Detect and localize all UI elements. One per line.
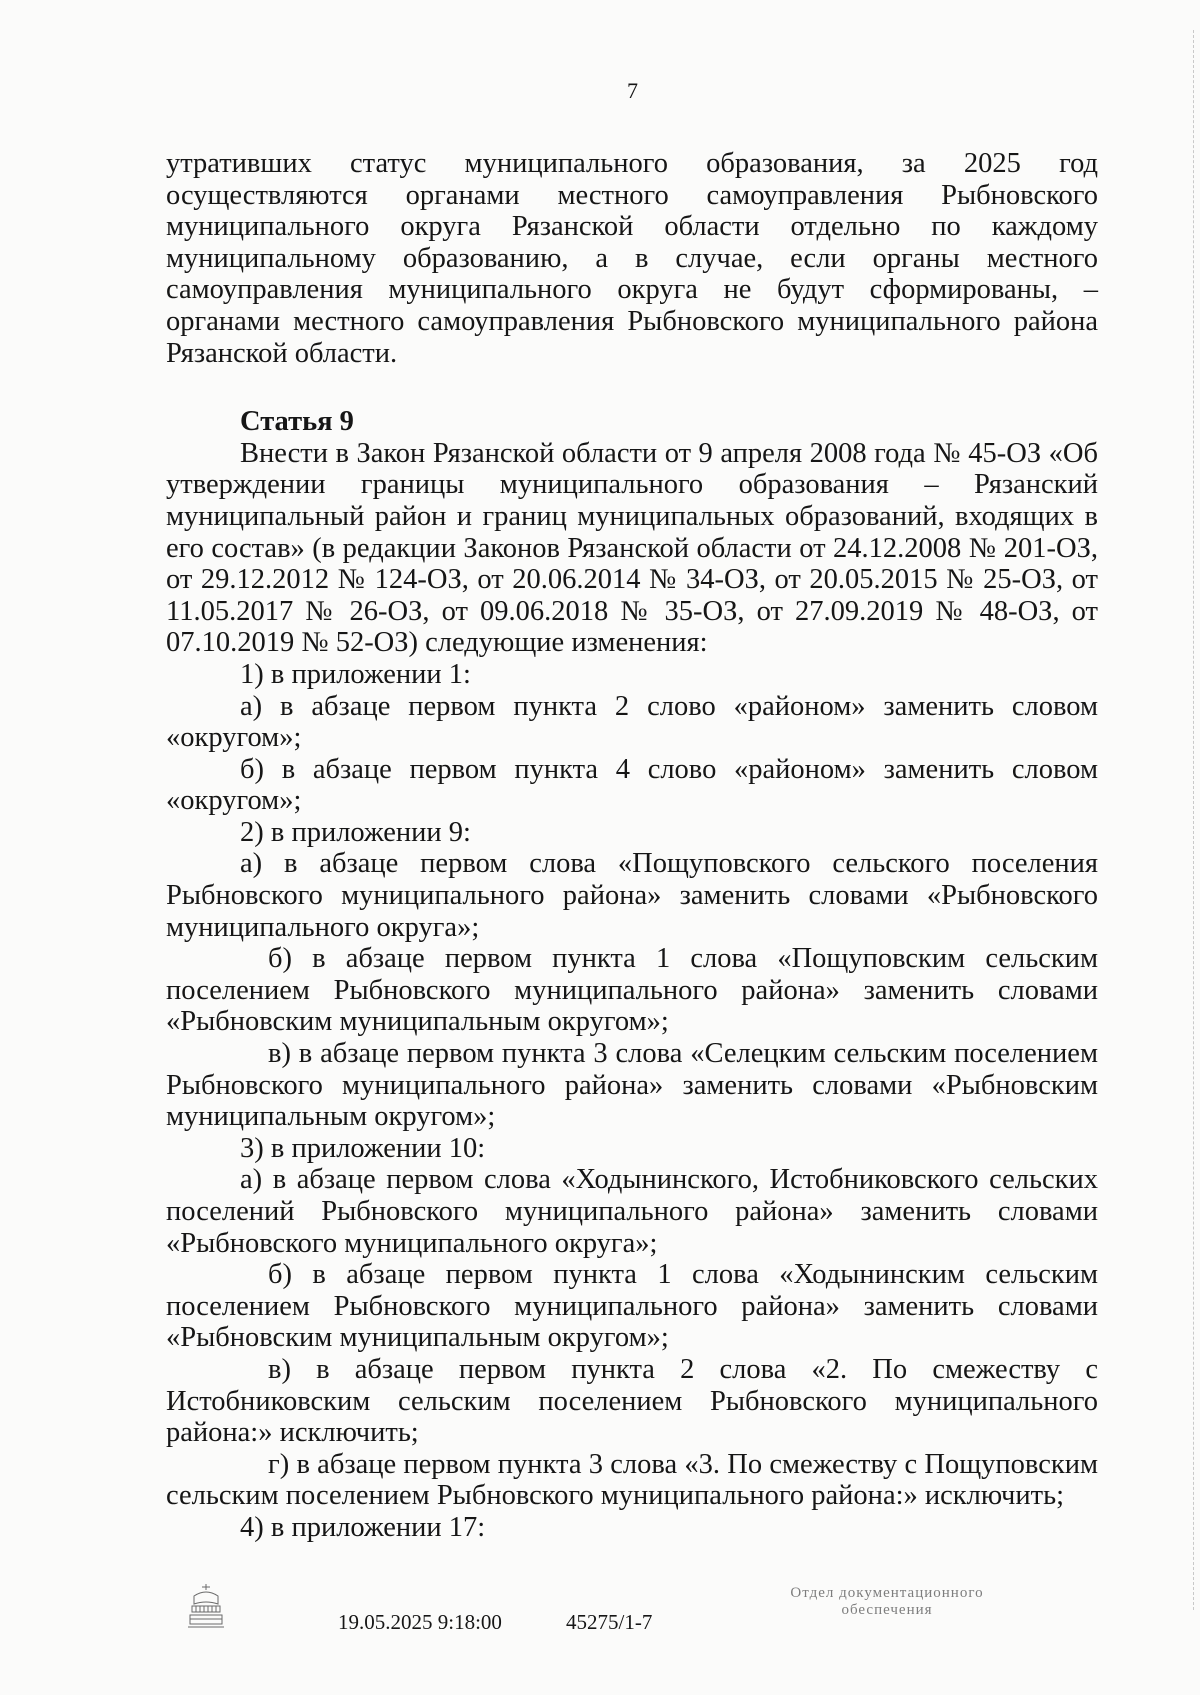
department-stamp [742, 1585, 1032, 1619]
list-item-10a: а) в абзаце первом слова «Ходынинского, Истобниковского сельских поселений Рыбновского муниципального района» заменить словами «Рыбновского муниципального округа»; [166, 1164, 1098, 1259]
list-item-1a: а) в абзаце первом пункта 2 слово «районом» заменить словом «округом»; [166, 690, 1098, 754]
list-item-9a: а) в абзаце первом слова «Пощуповского сельского поселения Рыбновского муниципального района» заменить словами «Рыбновского муниципального округа»; [166, 848, 1098, 943]
paragraph-continuation: утративших статус муниципального образования, за 2025 год осуществляются органами местного самоуправления Рыбновского муниципального округа Рязанской области отдельно по каждому муниципальному образованию, а в случае, если органы местного самоуправления муниципального округа не будут сформированы, – органами местного самоуправления Рыбновского муниципального района Рязанской области. [166, 148, 1098, 369]
coat-of-arms-icon [184, 1582, 228, 1630]
stamp-line-1: Отдел документационного [790, 1585, 984, 1601]
list-item-10v: в) в абзаце первом пункта 2 слова «2. По смежеству с Истобниковским сельским поселением Рыбновского муниципального района:» исключить; [166, 1353, 1098, 1449]
list-item-1b: б) в абзаце первом пункта 4 слово «районом» заменить словом «округом»; [166, 753, 1098, 817]
list-item-appendix-17: 4) в приложении 17: [240, 1511, 486, 1543]
list-item-9b: б) в абзаце первом пункта 1 слова «Пощуповским сельским поселением Рыбновского муниципального района» заменить словами «Рыбновским муниципальным округом»; [166, 943, 1098, 1038]
article-heading: Статья 9 [240, 406, 354, 438]
page-number: 7 [627, 78, 638, 103]
list-item-10b: б) в абзаце первом пункта 1 слова «Ходынинским сельским поселением Рыбновского муниципального района» заменить словами «Рыбновским муниципальным округом»; [166, 1259, 1098, 1354]
footer-document-number: 45275/1-7 [566, 1610, 653, 1634]
list-item-appendix-9: 2) в приложении 9: [240, 816, 471, 848]
list-item-9v: в) в абзаце первом пункта 3 слова «Селецким сельским поселением Рыбновского муниципального района» заменить словами «Рыбновским муниципальным округом»; [166, 1038, 1098, 1133]
footer-timestamp: 19.05.2025 9:18:00 [338, 1610, 502, 1634]
list-item-appendix-10: 3) в приложении 10: [240, 1132, 486, 1164]
scan-edge-artifact [1191, 30, 1194, 1610]
paragraph-amendment-intro: Внести в Закон Рязанской области от 9 апреля 2008 года № 45-ОЗ «Об утверждении границы муниципального образования – Рязанский муниципальный район и границ муниципальных образований, входящих в его состав» (в редакции Законов Рязанской области от 24.12.2008 № 201-ОЗ, от 29.12.2012 № 124-ОЗ, от 20.06.2014 № 34-ОЗ, от 20.05.2015 № 25-ОЗ, от 11.05.2017 № 26-ОЗ, от 09.06.2018 № 35-ОЗ, от 27.09.2019 № 48-ОЗ, от 07.10.2019 № 52-ОЗ) следующие изменения: [166, 437, 1098, 659]
list-item-10g: г) в абзаце первом пункта 3 слова «3. По смежеству с Пощуповским сельским поселением Рыбновского муниципального района:» исключить; [166, 1448, 1098, 1512]
document-body [166, 148, 1098, 1544]
list-item-appendix-1: 1) в приложении 1: [240, 658, 471, 690]
stamp-line-2: обеспечения [841, 1602, 933, 1618]
